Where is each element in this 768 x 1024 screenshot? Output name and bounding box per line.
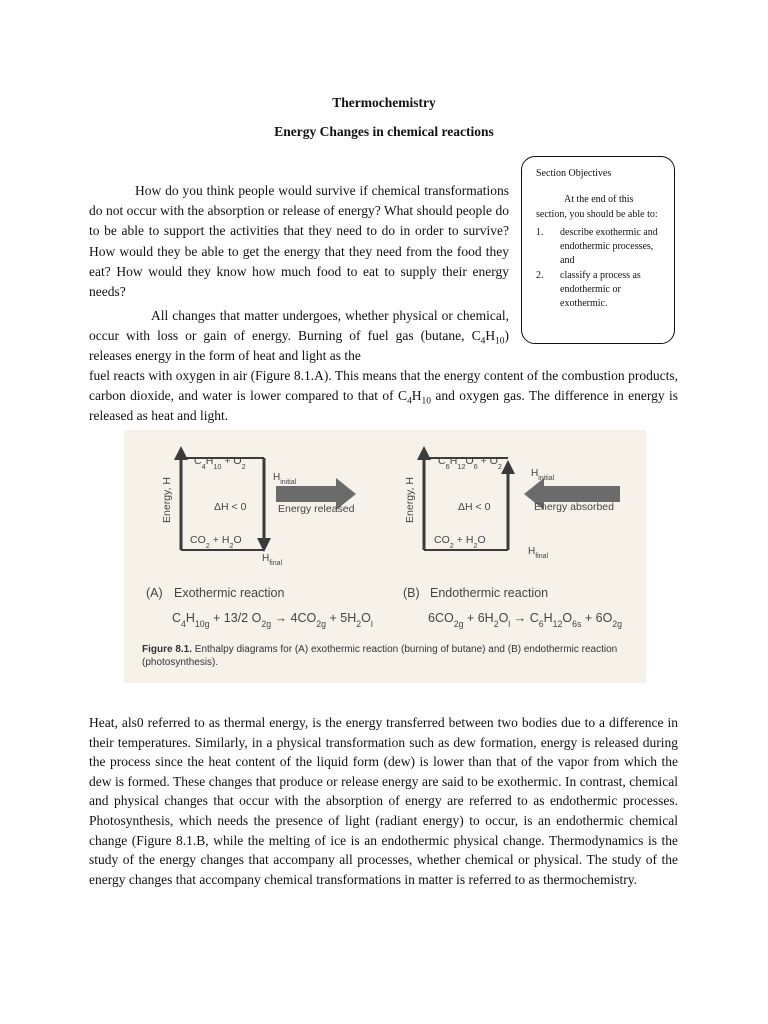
- equation-a: $C_4H_{10g} + 13/2$ $O_{2g} \to 4CO_{2g} + 5H_2O_l$: [172, 611, 373, 629]
- diagram-a: [161, 446, 356, 567]
- figure-caption-text: Enthalpy diagrams for (A) exothermic reaction (burning of butane) and (B) endothermic reaction (photosynthesis).: [142, 644, 618, 668]
- enthalpy-figure: [124, 430, 646, 683]
- paragraph-text: fuel reacts with oxygen in air (Figure 8.1.A). This means that the energy content of the combustion products, carbon dioxide, and water is lower compared to that of: [89, 368, 678, 404]
- label-b-letter: (B): [403, 586, 420, 600]
- objective-item: [536, 226, 666, 269]
- objective-number: 2.: [536, 269, 544, 281]
- energy-released-label: Energy released: [278, 503, 355, 515]
- objective-item: [536, 269, 666, 312]
- rise-arrowhead: [501, 460, 515, 474]
- delta-h-label: ΔH < 0: [214, 501, 247, 513]
- objectives-heading: Section Objectives: [536, 168, 612, 179]
- section-objectives-box: [521, 156, 675, 344]
- energy-axis-label: Energy, H: [161, 477, 173, 523]
- figure-caption: [142, 643, 622, 669]
- h-initial-label: $H_{initial}$: [531, 468, 555, 482]
- paragraph-text: ) releases energy in the form of heat and light as the: [89, 328, 509, 364]
- label-a-name: Exothermic reaction: [174, 586, 285, 600]
- butane-formula: $C_4H_{10}$: [471, 328, 505, 347]
- products-label: $C_6H_{12}O_6 + O_2$: [438, 455, 502, 471]
- objectives-intro: At the end of this section, you should be able to:: [536, 194, 658, 220]
- equation-b: $6CO_{2g} + 6H_2O_l \to C_6H_{12}O_{6s} + 6O_{2g}$: [428, 611, 623, 629]
- products-label: $CO_2 + H_2O$: [190, 534, 242, 550]
- energy-change-paragraph: [89, 306, 509, 367]
- reactants-label: $CO_2 + H_2O$: [434, 534, 486, 550]
- butane-formula: $C_4H_{10}$: [398, 388, 431, 407]
- h-final-label: $H_{final}$: [528, 546, 549, 560]
- h-initial-label: $H_{initial}$: [273, 472, 297, 486]
- reactants-label: $C_4H_{10} + O_2$: [194, 455, 246, 471]
- heat-paragraph: Heat, als0 referred to as thermal energy, is the energy transferred between two bodies due to a difference in their temperatures. Similarly, in a physical transformation such as dew formation, energy is released during the process since the heat content of the liquid form (dew) is lower than that of the vapor from which the dew is formed. These changes that produce or release energy are said to be exothermic. In contrast, chemical and physical changes that occur with the absorption of energy are referred to as endothermic processes. Photosynthesis, which needs the presence of light (radiant energy) to occur, is an endothermic chemical change (Figure 8.1.B, while the melting of ice is an endothermic physical change. Thermodynamics is the study of the energy changes that accompany all processes, whether chemical or physical. The study of the energy changes that accompany chemical transformations in matter is referred to as thermochemistry.: [89, 715, 678, 887]
- figure-caption-label: Figure 8.1.: [142, 644, 193, 655]
- page-title: Thermochemistry: [332, 95, 436, 110]
- energy-change-paragraph-cont: [89, 366, 678, 427]
- paragraph-text: and oxygen gas. The difference in energy is released as heat and light.: [89, 388, 678, 424]
- objective-number: 1.: [536, 226, 544, 238]
- energy-axis-label: Energy, H: [404, 477, 416, 523]
- page-subtitle: Energy Changes in chemical reactions: [274, 124, 494, 139]
- intro-paragraph: How do you think people would survive if chemical transformations do not occur with the absorption or release of energy? What should people do to be able to support the activities that they need to do in order to survive? How would they be able to get the energy that they need from the food they eat? How would they know how much food to eat to supply their energy needs?: [89, 183, 509, 300]
- label-b-name: Endothermic reaction: [430, 586, 549, 600]
- energy-absorbed-label: Energy absorbed: [534, 501, 614, 513]
- h-final-label: $H_{final}$: [262, 553, 283, 567]
- diagram-b: [404, 446, 620, 560]
- objective-text: describe exothermic and endothermic processes, and: [560, 226, 658, 267]
- delta-h-label: ΔH < 0: [458, 501, 491, 513]
- objective-text: classify a process as endothermic or exothermic.: [560, 269, 641, 310]
- label-a-letter: (A): [146, 586, 163, 600]
- paragraph-text: All changes that matter undergoes, whether physical or chemical, occur with loss or gain of energy. Burning of fuel gas (butane,: [89, 308, 509, 344]
